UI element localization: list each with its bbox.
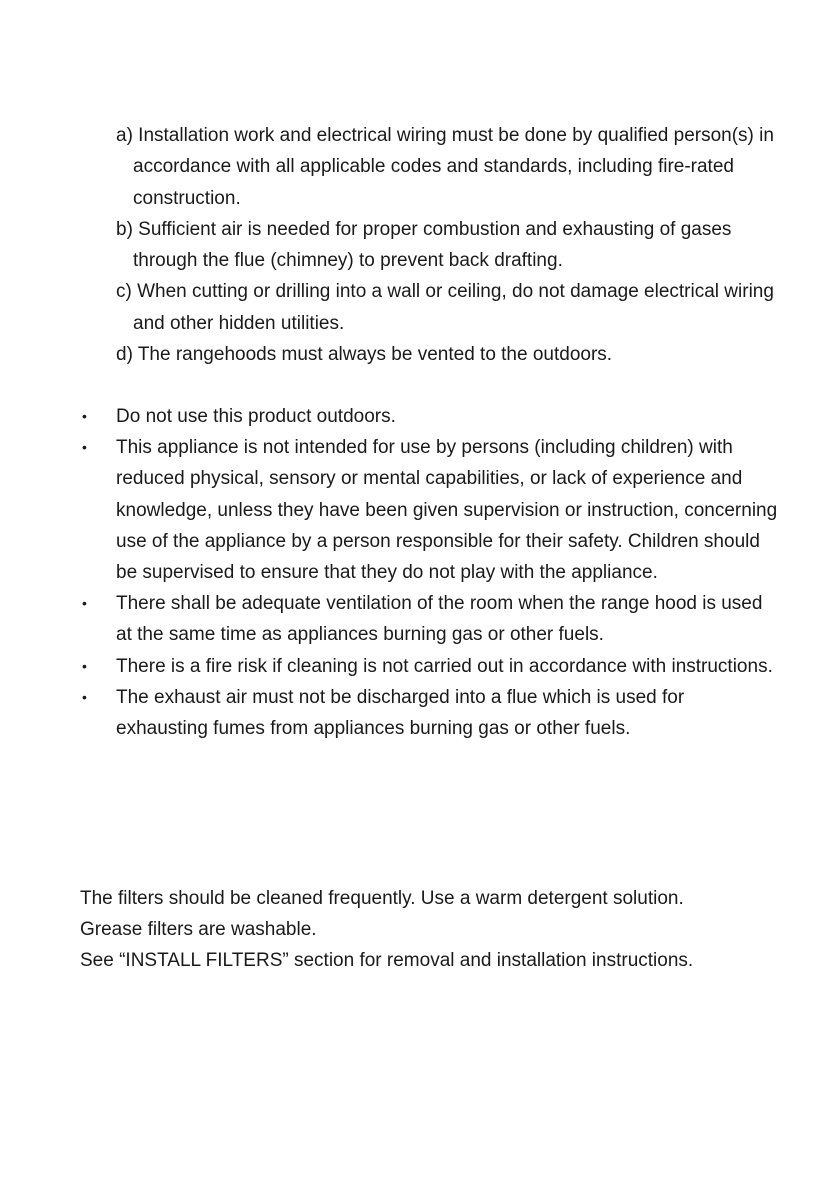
safety-bullet-text: There shall be adequate ventilation of the room when the range hood is used at the same time as appliances burning gas or other fuels. xyxy=(116,593,763,646)
installation-note-c: c) When cutting or drilling into a wall or ceiling, do not damage electrical wiring and other hidden utilities. xyxy=(116,281,774,334)
safety-bullet-text: This appliance is not intended for use by persons (including children) with reduced physical, sensory or mental capabilities, or lack of experience and knowledge, unless they have been given supervision or instruction, concerning use of the appliance by a person responsible for their safety. Children should be supervised to ensure that they do not play with the appliance. xyxy=(116,437,778,584)
safety-bullet-item xyxy=(80,401,780,432)
safety-bullet-item xyxy=(80,682,780,744)
filter-note: Grease filters are washable. xyxy=(80,919,317,941)
safety-bullet-text: The exhaust air must not be discharged into a flue which is used for exhausting fumes from appliances burning gas or other fuels. xyxy=(116,686,685,740)
safety-bullet-list xyxy=(80,401,780,744)
bullet-icon: • xyxy=(82,408,87,424)
bullet-icon: • xyxy=(82,688,87,705)
bullet-icon: • xyxy=(82,439,87,456)
safety-bullet-item xyxy=(80,651,780,682)
installation-note-a: a) Installation work and electrical wiring must be done by qualified person(s) in accordance with all applicable codes and standards, including fire-rated construction. xyxy=(116,125,774,209)
filter-care-section xyxy=(80,883,800,977)
installation-note-d: d) The rangehoods must always be vented to the outdoors. xyxy=(116,344,613,366)
safety-bullet-text: There is a fire risk if cleaning is not carried out in accordance with instructions. xyxy=(116,655,773,677)
bullet-icon: • xyxy=(82,657,87,674)
filter-note: The filters should be cleaned frequently. Use a warm detergent solution. xyxy=(80,888,684,909)
safety-bullet-item xyxy=(80,588,780,650)
safety-bullet-text: Do not use this product outdoors. xyxy=(116,406,396,427)
filter-note: See “INSTALL FILTERS” section for removal and installation instructions. xyxy=(80,950,694,972)
installation-note-b: b) Sufficient air is needed for proper combustion and exhausting of gases through the flue (chimney) to prevent back drafting. xyxy=(116,218,732,272)
safety-bullet-item xyxy=(80,432,780,588)
bullet-icon: • xyxy=(82,595,87,612)
installation-notes-list xyxy=(116,120,796,370)
